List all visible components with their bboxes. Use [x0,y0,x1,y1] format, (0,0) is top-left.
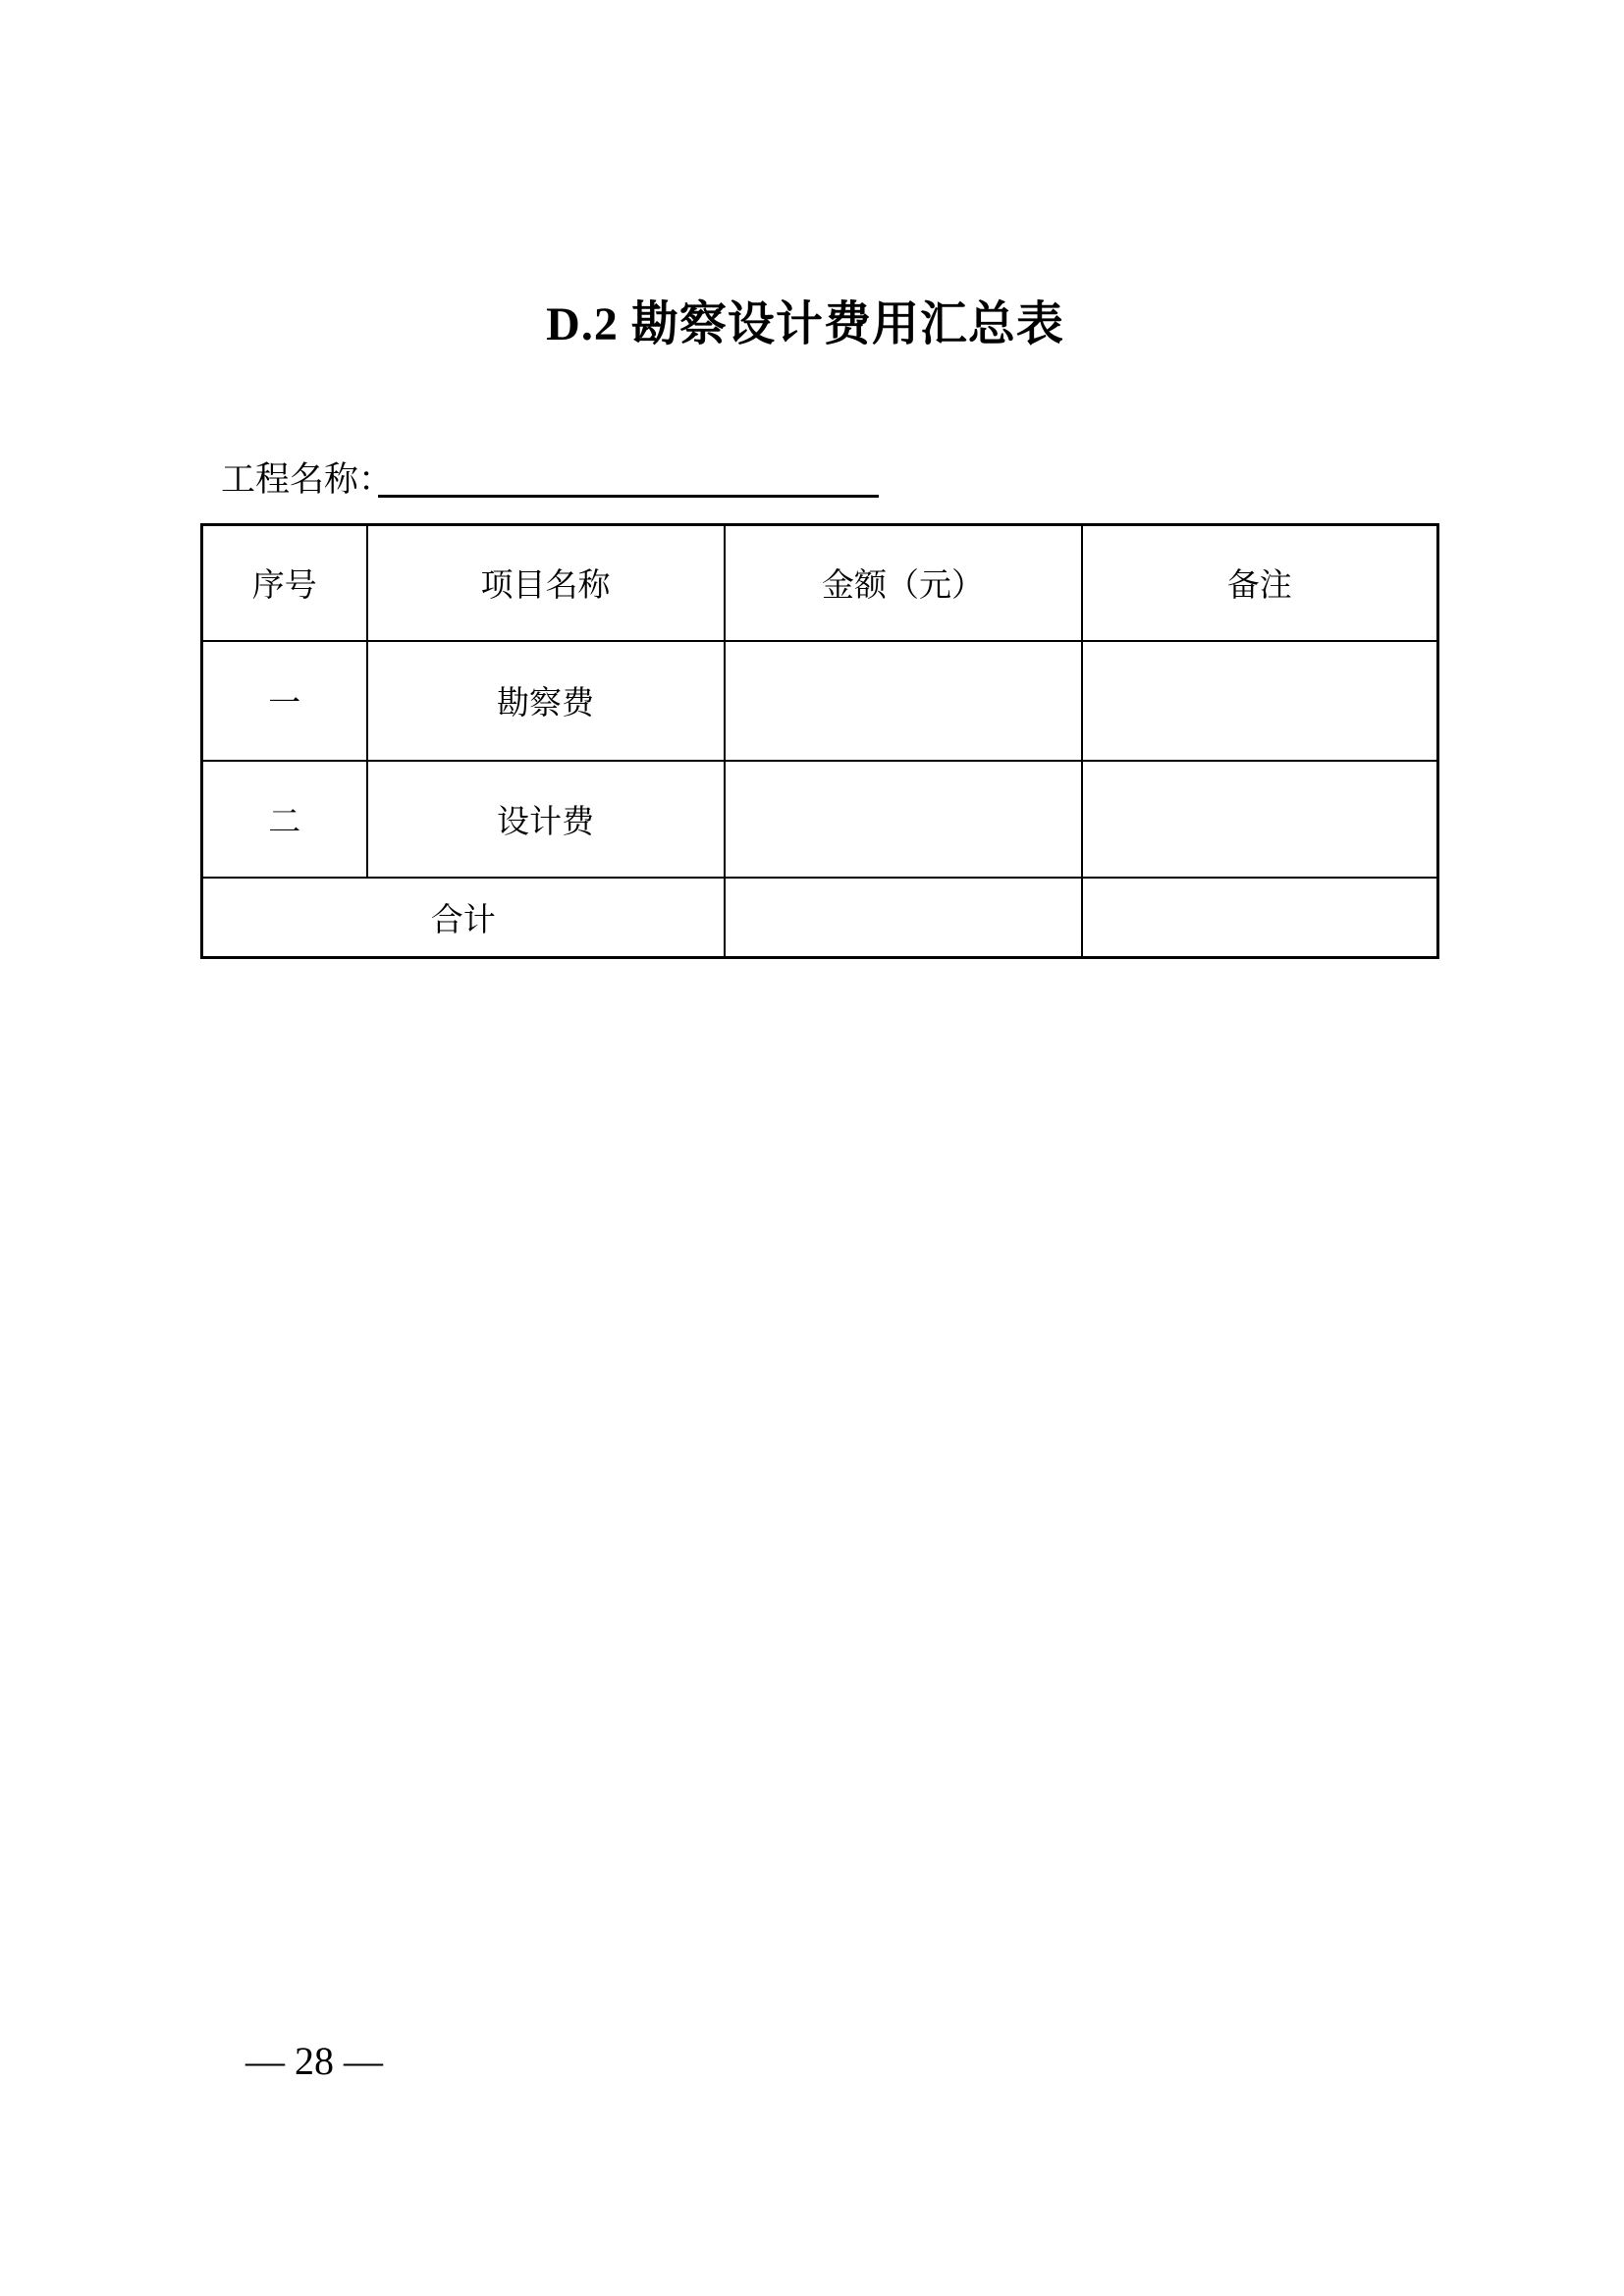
cell-item-name: 设计费 [367,761,725,878]
cell-serial: 二 [202,761,367,878]
cell-note-blank [1082,641,1438,761]
table-header-row [202,525,1438,641]
header-cell-item-name: 项目名称 [367,525,725,641]
table-row-total [202,878,1438,958]
header-cell-note: 备注 [1082,525,1438,641]
cost-summary-table [200,523,1439,959]
page-number: — 28 — [245,2039,383,2083]
total-label-cell: 合计 [202,878,725,958]
total-amount-blank [725,878,1082,958]
page-title: D.2 勘察设计费用汇总表 [546,298,1064,350]
project-name-label: 工程名称： [221,460,394,499]
cell-note-blank [1082,761,1438,878]
table-row-survey-fee [202,641,1438,761]
project-name-blank-field [378,469,879,498]
cell-serial: 一 [202,641,367,761]
cell-amount-blank [725,761,1082,878]
table-row-design-fee [202,761,1438,878]
header-cell-serial: 序号 [202,525,367,641]
header-cell-amount: 金额（元） [725,525,1082,641]
cell-amount-blank [725,641,1082,761]
total-note-blank [1082,878,1438,958]
cell-item-name: 勘察费 [367,641,725,761]
